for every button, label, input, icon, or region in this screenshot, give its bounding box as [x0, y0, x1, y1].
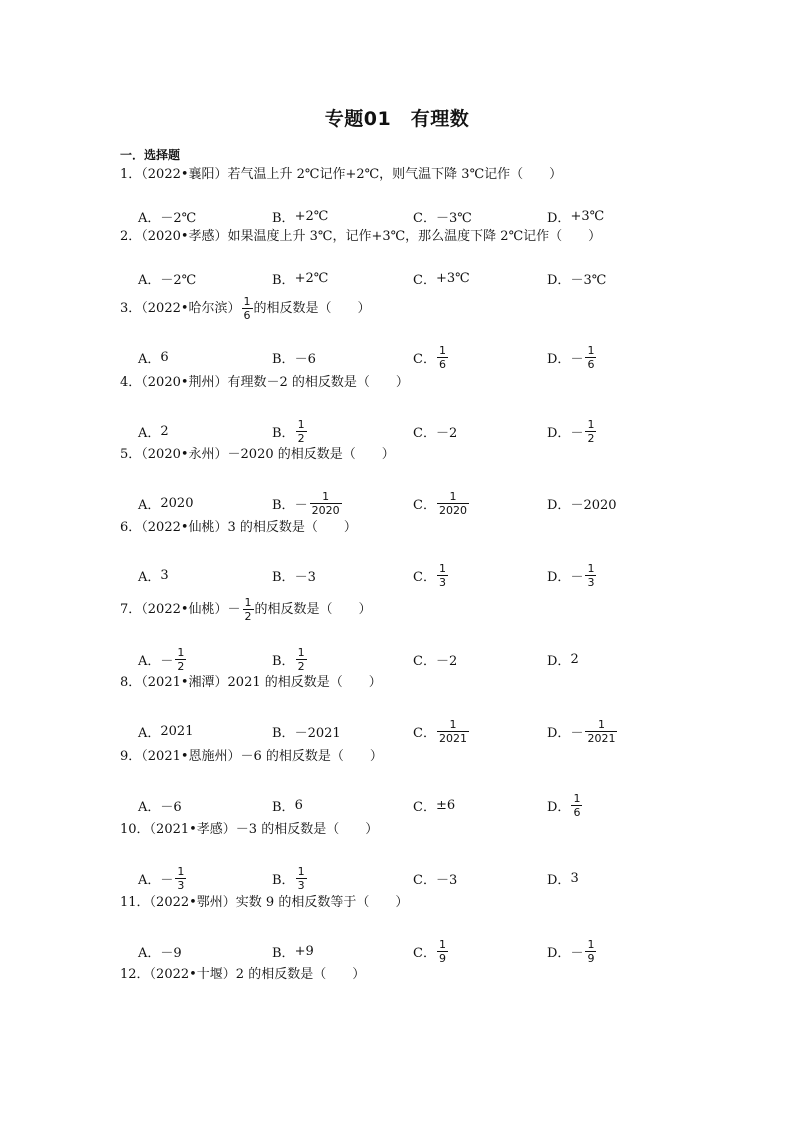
option-text: －6	[160, 799, 182, 815]
option-text: 3	[570, 870, 579, 886]
option-choice[interactable]	[138, 934, 182, 968]
option-choice[interactable]	[272, 414, 308, 448]
fraction-denominator: 2021	[438, 731, 467, 745]
option-text: －2021	[294, 725, 341, 741]
options-row	[138, 788, 658, 822]
fraction-numerator: 1	[449, 717, 457, 731]
option-text: －6	[294, 351, 316, 367]
minus-sign: －	[160, 653, 174, 669]
options-row	[138, 486, 658, 520]
minus-sign: －	[570, 725, 584, 741]
question-stem	[120, 747, 383, 767]
option-label: C．	[413, 725, 436, 741]
option-label: B．	[272, 945, 295, 961]
option-text: －2020	[570, 497, 617, 513]
option-label: B．	[272, 425, 295, 441]
fraction-numerator: 1	[438, 937, 446, 951]
option-choice[interactable]	[547, 340, 597, 374]
question-text: 10．（2021•孝感）－3 的相反数是（ ）	[120, 822, 379, 837]
fraction-denominator: 9	[587, 951, 595, 965]
fraction-denominator: 2020	[438, 503, 467, 517]
fraction	[585, 938, 596, 965]
option-text: +3℃	[435, 270, 470, 286]
question-stem	[120, 965, 365, 985]
option-text: +9	[294, 943, 314, 959]
option-choice[interactable]	[413, 261, 470, 295]
option-text: 2	[570, 651, 579, 667]
fraction-numerator: 1	[244, 596, 252, 609]
option-label: D．	[547, 799, 571, 815]
fraction-denominator: 6	[573, 805, 581, 819]
option-choice[interactable]	[272, 486, 343, 520]
options-row	[138, 558, 658, 592]
option-label: C．	[413, 351, 436, 367]
fraction	[437, 490, 469, 517]
option-choice[interactable]	[138, 486, 193, 520]
minus-sign: －	[160, 872, 174, 888]
fraction-numerator: 1	[587, 561, 595, 575]
question-stem	[120, 227, 601, 247]
option-choice[interactable]	[138, 340, 169, 374]
fraction	[243, 596, 254, 623]
question-stem	[120, 165, 562, 185]
fraction	[585, 344, 596, 371]
option-choice[interactable]	[547, 861, 579, 895]
question-text: 4．（2020•荆州）有理数－2 的相反数是（ ）	[120, 375, 409, 390]
option-label: B．	[272, 497, 295, 513]
option-choice[interactable]	[413, 934, 449, 968]
option-choice[interactable]	[547, 788, 583, 822]
option-label: C．	[413, 497, 436, 513]
question-stem	[120, 295, 371, 322]
fraction-numerator: 1	[297, 864, 305, 878]
option-label: A．	[138, 351, 161, 367]
minus-sign: －	[570, 945, 584, 961]
option-label: C．	[413, 653, 436, 669]
option-label: A．	[138, 872, 161, 888]
option-label: D．	[547, 653, 571, 669]
minus-sign: －	[294, 497, 308, 513]
fraction-denominator: 2020	[311, 503, 340, 517]
option-label: A．	[138, 725, 161, 741]
fraction-numerator: 1	[297, 417, 305, 431]
option-choice[interactable]	[138, 261, 196, 295]
option-label: A．	[138, 497, 161, 513]
option-choice[interactable]	[413, 642, 457, 676]
minus-sign: －	[227, 601, 241, 617]
question-text: 9．（2021•恩施州）－6 的相反数是（ ）	[120, 749, 383, 764]
question-text: 6．（2022•仙桃）3 的相反数是（ ）	[120, 520, 357, 535]
fraction-numerator: 1	[243, 295, 251, 308]
option-label: D．	[547, 497, 571, 513]
option-label: C．	[413, 872, 436, 888]
fraction-numerator: 1	[573, 791, 581, 805]
question-stem	[120, 820, 378, 840]
option-text: －2℃	[160, 210, 197, 226]
fraction	[437, 344, 448, 371]
fraction-numerator: 1	[587, 937, 595, 951]
question-stem	[120, 673, 382, 693]
option-label: C．	[413, 569, 436, 585]
option-choice[interactable]	[138, 861, 187, 895]
option-label: B．	[272, 272, 295, 288]
fraction-denominator: 2	[297, 659, 305, 673]
option-label: D．	[547, 351, 571, 367]
option-choice[interactable]	[547, 558, 597, 592]
options-row	[138, 714, 658, 748]
option-choice[interactable]	[413, 714, 470, 748]
fraction	[296, 646, 307, 673]
fraction	[296, 418, 307, 445]
option-choice[interactable]	[272, 714, 341, 748]
fraction	[585, 718, 617, 745]
question-text: 1．（2022•襄阳）若气温上升 2℃记作+2℃，则气温下降 3℃记作（ ）	[120, 167, 563, 182]
option-label: A．	[138, 425, 161, 441]
option-choice[interactable]	[547, 261, 606, 295]
fraction	[585, 562, 596, 589]
option-label: C．	[413, 425, 436, 441]
question-text: 7．（2022•仙桃）	[120, 601, 228, 617]
option-choice[interactable]	[272, 261, 328, 295]
option-text: ±6	[435, 797, 456, 813]
option-choice[interactable]	[413, 414, 457, 448]
fraction-numerator: 1	[177, 645, 185, 659]
fraction-denominator: 6	[243, 309, 251, 322]
option-label: D．	[547, 872, 571, 888]
question-stem	[120, 373, 409, 393]
question-text: 11．（2022•鄂州）实数 9 的相反数等于（ ）	[120, 895, 409, 910]
fraction-numerator: 1	[587, 417, 595, 431]
option-label: A．	[138, 945, 161, 961]
option-text: 6	[294, 797, 303, 813]
option-choice[interactable]	[547, 642, 579, 676]
minus-sign: －	[570, 569, 584, 585]
section-heading: 一．选择题	[120, 148, 181, 162]
option-label: C．	[413, 272, 436, 288]
option-text: －3	[435, 872, 458, 888]
options-row	[138, 861, 658, 895]
fraction	[296, 865, 307, 892]
page-title: 专题01 有理数	[324, 108, 470, 130]
option-text: －3℃	[435, 210, 472, 226]
options-row	[138, 414, 658, 448]
fraction-denominator: 3	[438, 575, 446, 589]
option-text: 2020	[160, 495, 194, 511]
fraction	[437, 562, 448, 589]
fraction-denominator: 6	[587, 357, 595, 371]
fraction-denominator: 2	[297, 431, 305, 445]
option-text: +3℃	[570, 208, 605, 224]
option-label: D．	[547, 272, 571, 288]
option-choice[interactable]	[547, 414, 597, 448]
minus-sign: －	[570, 351, 584, 367]
fraction	[585, 418, 596, 445]
fraction-numerator: 1	[587, 343, 595, 357]
question-text: 的相反数是（ ）	[254, 601, 372, 617]
option-choice[interactable]	[272, 558, 316, 592]
option-choice[interactable]	[547, 934, 597, 968]
option-label: D．	[547, 425, 571, 441]
option-label: D．	[547, 725, 571, 741]
fraction	[437, 718, 469, 745]
option-label: C．	[413, 799, 436, 815]
option-text: －9	[160, 945, 182, 961]
fraction-numerator: 1	[297, 645, 305, 659]
option-label: B．	[272, 799, 295, 815]
fraction-denominator: 6	[438, 357, 446, 371]
option-text: －2	[435, 653, 458, 669]
fraction-denominator: 3	[587, 575, 595, 589]
option-choice[interactable]	[413, 788, 455, 822]
option-label: B．	[272, 872, 295, 888]
question-text: 的相反数是（ ）	[253, 300, 371, 316]
fraction-denominator: 3	[177, 878, 185, 892]
option-label: A．	[138, 653, 161, 669]
fraction-denominator: 2021	[587, 731, 616, 745]
option-label: D．	[547, 210, 571, 226]
question-stem	[120, 445, 395, 465]
option-choice[interactable]	[138, 414, 169, 448]
options-row	[138, 642, 658, 676]
option-label: A．	[138, 272, 161, 288]
option-text: －2℃	[160, 272, 197, 288]
question-text: 2．（2020•孝感）如果温度上升 3℃，记作+3℃，那么温度下降 2℃记作（ ）	[120, 229, 602, 244]
options-row	[138, 340, 658, 374]
option-choice[interactable]	[272, 934, 314, 968]
option-text: 6	[160, 349, 169, 365]
options-row	[138, 934, 658, 968]
option-choice[interactable]	[138, 788, 182, 822]
question-text: 5．（2020•永州）－2020 的相反数是（ ）	[120, 447, 395, 462]
option-text: +2℃	[294, 208, 329, 224]
fraction-numerator: 1	[449, 489, 457, 503]
option-choice[interactable]	[547, 714, 618, 748]
question-text: 12．（2022•十堰）2 的相反数是（ ）	[120, 967, 366, 982]
option-text: +2℃	[294, 270, 329, 286]
option-label: A．	[138, 799, 161, 815]
option-choice[interactable]	[272, 642, 308, 676]
option-text: －3	[294, 569, 316, 585]
fraction-denominator: 2	[244, 610, 252, 623]
option-label: D．	[547, 945, 571, 961]
option-choice[interactable]	[272, 861, 308, 895]
fraction-numerator: 1	[322, 489, 330, 503]
question-stem	[120, 596, 372, 623]
option-label: A．	[138, 210, 161, 226]
question-stem	[120, 518, 357, 538]
option-text: 2	[160, 423, 169, 439]
option-choice[interactable]	[413, 486, 470, 520]
option-choice[interactable]	[413, 861, 457, 895]
fraction	[175, 865, 186, 892]
option-choice[interactable]	[272, 788, 303, 822]
fraction	[175, 646, 186, 673]
option-text: 3	[160, 567, 169, 583]
option-label: D．	[547, 569, 571, 585]
option-label: B．	[272, 725, 295, 741]
option-label: B．	[272, 569, 295, 585]
question-text: 8．（2021•湘潭）2021 的相反数是（ ）	[120, 675, 382, 690]
option-text: －2	[435, 425, 458, 441]
fraction-numerator: 1	[177, 864, 185, 878]
option-label: B．	[272, 351, 295, 367]
option-choice[interactable]	[413, 340, 449, 374]
option-label: B．	[272, 210, 295, 226]
fraction-denominator: 2	[177, 659, 185, 673]
fraction-numerator: 1	[438, 561, 446, 575]
option-choice[interactable]	[547, 486, 617, 520]
question-stem	[120, 893, 408, 913]
option-text: 2021	[160, 723, 194, 739]
option-label: A．	[138, 569, 161, 585]
options-row	[138, 261, 658, 295]
fraction-numerator: 1	[597, 717, 605, 731]
fraction	[571, 792, 582, 819]
question-text: 3．（2022•哈尔滨）	[120, 300, 241, 316]
fraction	[242, 295, 253, 322]
option-text: －3℃	[570, 272, 607, 288]
fraction-denominator: 2	[587, 431, 595, 445]
fraction-denominator: 9	[438, 951, 446, 965]
minus-sign: －	[570, 425, 584, 441]
option-choice[interactable]	[272, 340, 316, 374]
fraction	[310, 490, 342, 517]
fraction-denominator: 3	[297, 878, 305, 892]
option-choice[interactable]	[138, 558, 169, 592]
option-label: C．	[413, 210, 436, 226]
fraction	[437, 938, 448, 965]
option-label: C．	[413, 945, 436, 961]
option-choice[interactable]	[138, 714, 193, 748]
option-choice[interactable]	[138, 642, 187, 676]
fraction-numerator: 1	[438, 343, 446, 357]
option-choice[interactable]	[413, 558, 449, 592]
option-label: B．	[272, 653, 295, 669]
